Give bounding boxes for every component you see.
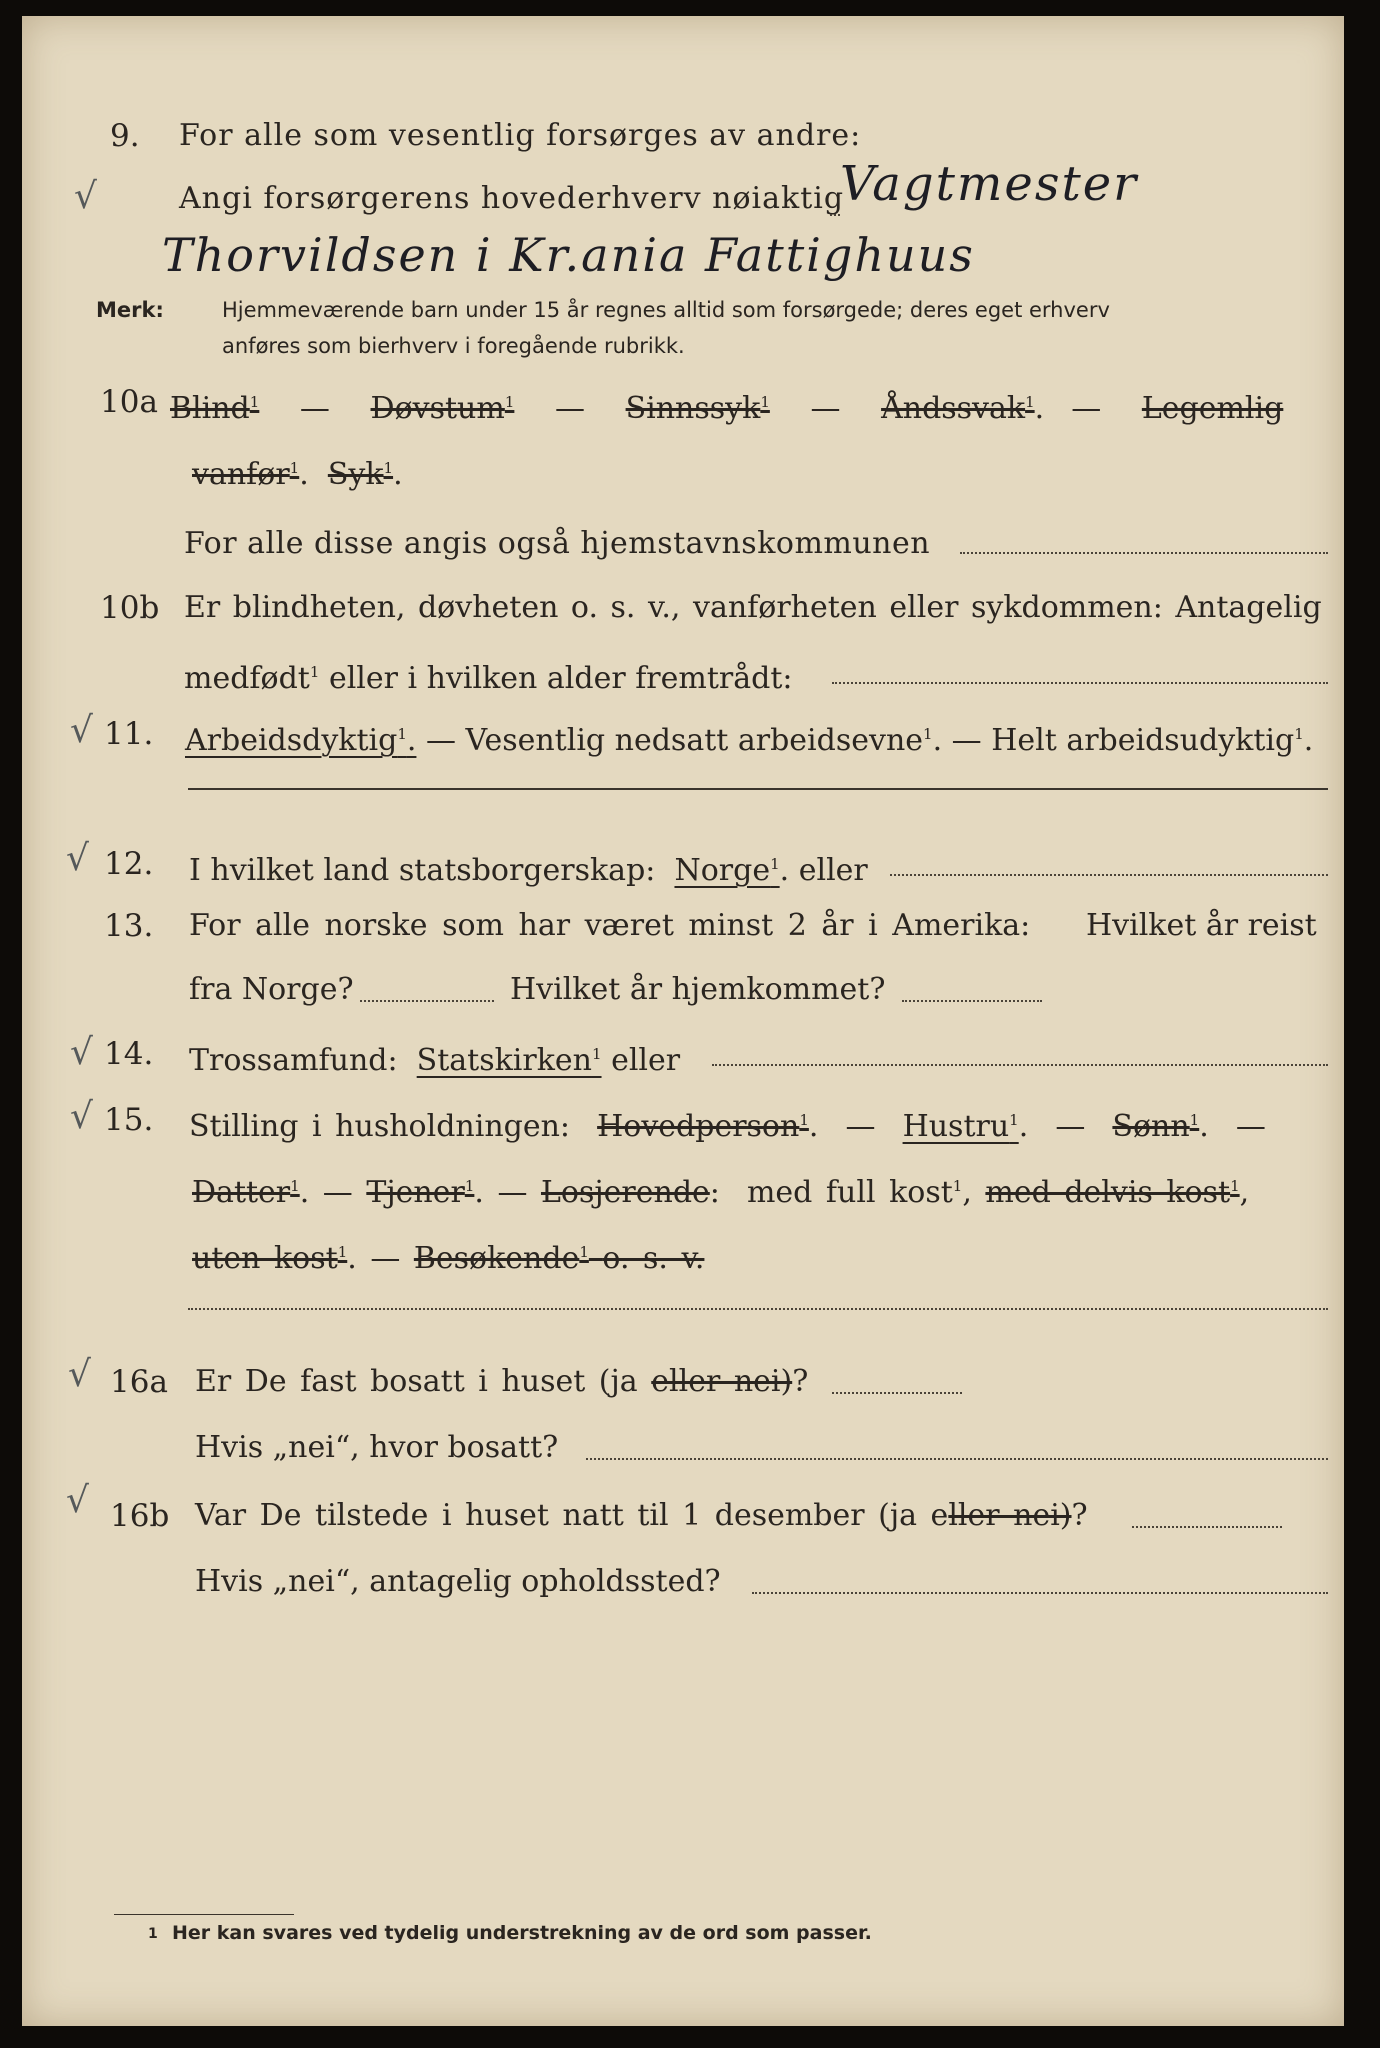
option-syk[interactable]: Syk$^1$ <box>327 457 394 492</box>
option-datter[interactable]: Datter$^1$ <box>192 1175 300 1210</box>
option-norge[interactable]: Norge$^1$ <box>674 853 780 888</box>
q9-answer-dots <box>830 214 840 216</box>
option-uten-kost[interactable]: uten kost$^1$ <box>192 1241 348 1276</box>
option-andssvak[interactable]: Åndssvak$^1$ <box>881 391 1035 426</box>
option-eller-nei-16a[interactable]: eller nei) <box>651 1364 793 1399</box>
checkmark-q12: √ <box>66 838 89 879</box>
q16b-number: 16b <box>110 1498 170 1534</box>
q9-handwritten-answer-2[interactable]: Thorvildsen i Kr.ania Fattighuus <box>162 228 975 282</box>
q15-line1: Stilling i husholdningen: Hovedperson$^1$. — Hustru$^1$. — Sønn$^1$. — <box>189 1109 1266 1144</box>
q12-line: I hvilket land statsborgerskap: Norge$^1$. eller <box>189 853 868 888</box>
q16a-number: 16a <box>110 1364 168 1400</box>
q16b-where-dots[interactable] <box>752 1592 1328 1594</box>
q13-line1b: Hvilket år reist <box>1086 908 1317 943</box>
q9-handwritten-answer-1[interactable]: Vagtmester <box>840 156 1139 212</box>
option-besokende[interactable]: Besøkende$^1$ o. s. v. <box>413 1241 705 1276</box>
q11-options: Arbeidsdyktig$^1$. — Vesentlig nedsatt arbeidsevne$^1$. — Helt arbeidsudyktig$^1$. <box>185 723 1314 758</box>
q14-line: Trossamfund: Statskirken$^1$ eller <box>189 1043 681 1078</box>
q10a-answer-dots[interactable] <box>960 552 1328 554</box>
option-legemlig[interactable]: Legemlig <box>1141 391 1284 426</box>
q12-number: 12. <box>104 846 154 882</box>
checkmark-q16a: √ <box>68 1354 91 1395</box>
option-dovstum[interactable]: Døvstum$^1$ <box>370 391 515 426</box>
option-tjener[interactable]: Tjener$^1$ <box>366 1175 475 1210</box>
q13-line1: For alle norske som har været minst 2 år i Amerika: <box>189 908 1031 943</box>
q10b-line1: Er blindheten, døvheten o. s. v., vanførheten eller sykdommen: Antagelig <box>184 590 1322 625</box>
merk-line2: anføres som bierhverv i foregående rubrikk. <box>222 334 685 358</box>
footnote-mark: 1 <box>148 1926 158 1942</box>
q16b-answer-dots[interactable] <box>1132 1526 1282 1528</box>
q13-line2b: Hvilket år hjemkommet? <box>510 972 886 1007</box>
option-sinnssyk[interactable]: Sinnssyk$^1$ <box>625 391 770 426</box>
q10b-number: 10b <box>100 590 160 626</box>
q10a-options-line1: Blind$^1$ — Døvstum$^1$ — Sinnssyk$^1$ — Åndssvak$^1$. — Legemlig <box>170 391 1284 426</box>
option-vanfor[interactable]: vanfør$^1$ <box>192 457 300 492</box>
q13-line2a: fra Norge? <box>189 972 354 1007</box>
option-full-kost[interactable]: med full kost$^1$ <box>746 1175 963 1210</box>
merk-line1: Hjemmeværende barn under 15 år regnes alltid som forsørgede; deres eget erhverv <box>222 298 1110 322</box>
option-arbeidsdyktig[interactable]: Arbeidsdyktig$^1$. <box>185 723 417 758</box>
merk-label: Merk: <box>96 298 164 322</box>
q12-answer-dots[interactable] <box>890 874 1328 876</box>
q15-line2: Datter$^1$. — Tjener$^1$. — Losjerende: med full kost$^1$, med delvis kost$^1$, <box>192 1175 1250 1210</box>
q9-number: 9. <box>110 118 140 154</box>
q10b-answer-dots[interactable] <box>832 682 1328 684</box>
q11-answer-line[interactable] <box>188 788 1328 790</box>
q10b-line2: medfødt$^1$ eller i hvilken alder fremtrådt: <box>184 661 793 696</box>
q9-line2: Angi forsørgerens hovederhverv nøiaktig <box>179 181 845 216</box>
q16a-line1: Er De fast bosatt i huset (ja eller nei)? <box>195 1364 809 1399</box>
q15-answer-dots[interactable] <box>188 1308 1328 1310</box>
option-hovedperson[interactable]: Hovedperson$^1$ <box>597 1109 809 1144</box>
q13-reist-dots[interactable] <box>360 1000 494 1002</box>
q10a-options-line2: vanfør$^1$. Syk$^1$. <box>192 457 403 492</box>
census-form-page <box>22 16 1344 2026</box>
checkmark-q14: √ <box>70 1032 93 1073</box>
option-statskirken[interactable]: Statskirken$^1$ <box>416 1043 602 1078</box>
option-blind[interactable]: Blind$^1$ <box>170 391 260 426</box>
q16a-line2: Hvis „nei“, hvor bosatt? <box>195 1430 559 1465</box>
option-udyktig[interactable]: Helt arbeidsudyktig$^1$. <box>991 723 1314 758</box>
footnote-text: Her kan svares ved tydelig understrekning av de ord som passer. <box>172 1922 872 1944</box>
q13-number: 13. <box>104 908 154 944</box>
option-nedsatt[interactable]: Vesentlig nedsatt arbeidsevne$^1$. <box>465 723 943 758</box>
option-eller-nei-16b[interactable]: ller nei) <box>948 1498 1072 1533</box>
q10a-number: 10a <box>100 384 158 420</box>
q16b-line2: Hvis „nei“, antagelig opholdssted? <box>195 1564 721 1599</box>
q15-line3: uten kost$^1$. — Besøkende$^1$ o. s. v. <box>192 1241 705 1276</box>
q16a-answer-dots[interactable] <box>832 1392 962 1394</box>
option-sonn[interactable]: Sønn$^1$ <box>1112 1109 1200 1144</box>
checkmark-q15: √ <box>70 1096 93 1137</box>
footnote-rule <box>114 1914 294 1915</box>
checkmark-q9: √ <box>74 176 97 217</box>
q16a-where-dots[interactable] <box>586 1458 1328 1460</box>
q15-number: 15. <box>104 1102 154 1138</box>
q10a-line3: For alle disse angis også hjemstavnskommunen <box>184 526 931 561</box>
q9-line1: For alle som vesentlig forsørges av andre: <box>179 118 862 153</box>
checkmark-q16b: √ <box>66 1480 89 1521</box>
option-delvis-kost[interactable]: med delvis kost$^1$ <box>985 1175 1240 1210</box>
q13-hjem-dots[interactable] <box>902 1000 1042 1002</box>
option-losjerende[interactable]: Losjerende <box>540 1175 710 1210</box>
q16b-line1: Var De tilstede i huset natt til 1 desember (ja eller nei)? <box>195 1498 1088 1533</box>
q11-number: 11. <box>104 716 154 752</box>
checkmark-q11: √ <box>70 710 93 751</box>
q14-number: 14. <box>104 1036 154 1072</box>
option-hustru[interactable]: Hustru$^1$ <box>902 1109 1019 1144</box>
q14-answer-dots[interactable] <box>712 1064 1328 1066</box>
